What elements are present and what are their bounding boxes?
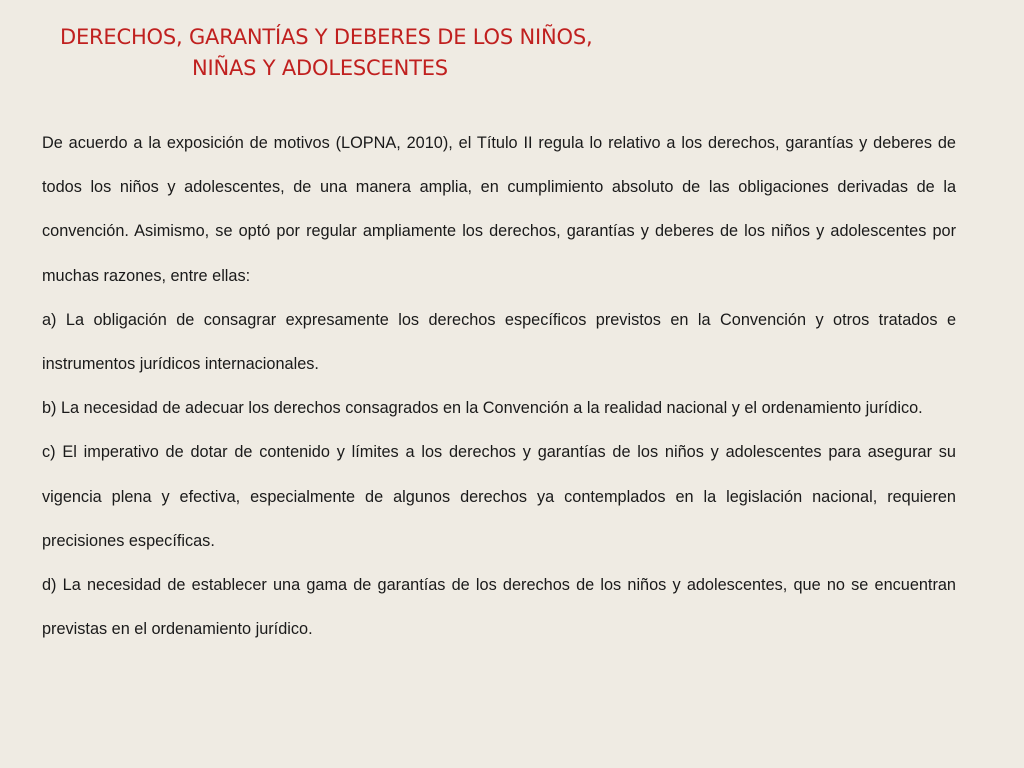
title-line-1: DERECHOS, GARANTÍAS Y DEBERES DE LOS NIÑOS,	[60, 25, 593, 49]
slide-body	[42, 121, 956, 651]
slide-title	[0, 22, 1024, 84]
title-line-2: NIÑAS Y ADOLESCENTES	[192, 56, 448, 80]
intro-paragraph: De acuerdo a la exposición de motivos (LOPNA, 2010), el Título II regula lo relativo a los derechos, garantías y deberes de todos los niños y adolescentes, de una manera amplia, en cumplimiento absoluto de las obligaciones derivadas de la convención. Asimismo, se optó por regular ampliamente los derechos, garantías y deberes de los niños y adolescentes por muchas razones, entre ellas:	[42, 134, 956, 285]
list-item-b: b) La necesidad de adecuar los derechos consagrados en la Convención a la realidad nacional y el ordenamiento jurídico.	[42, 399, 923, 418]
list-item-a: a) La obligación de consagrar expresamente los derechos específicos previstos en la Convención y otros tratados e instrumentos jurídicos internacionales.	[42, 310, 956, 374]
list-item-c: c) El imperativo de dotar de contenido y límites a los derechos y garantías de los niños y adolescentes para asegurar su vigencia plena y efectiva, especialmente de algunos derechos ya contemplados en la legislación nacional, requieren precisiones específicas.	[42, 443, 956, 550]
list-item-d: d) La necesidad de establecer una gama de garantías de los derechos de los niños y adolescentes, que no se encuentran previstas en el ordenamiento jurídico.	[42, 576, 956, 639]
